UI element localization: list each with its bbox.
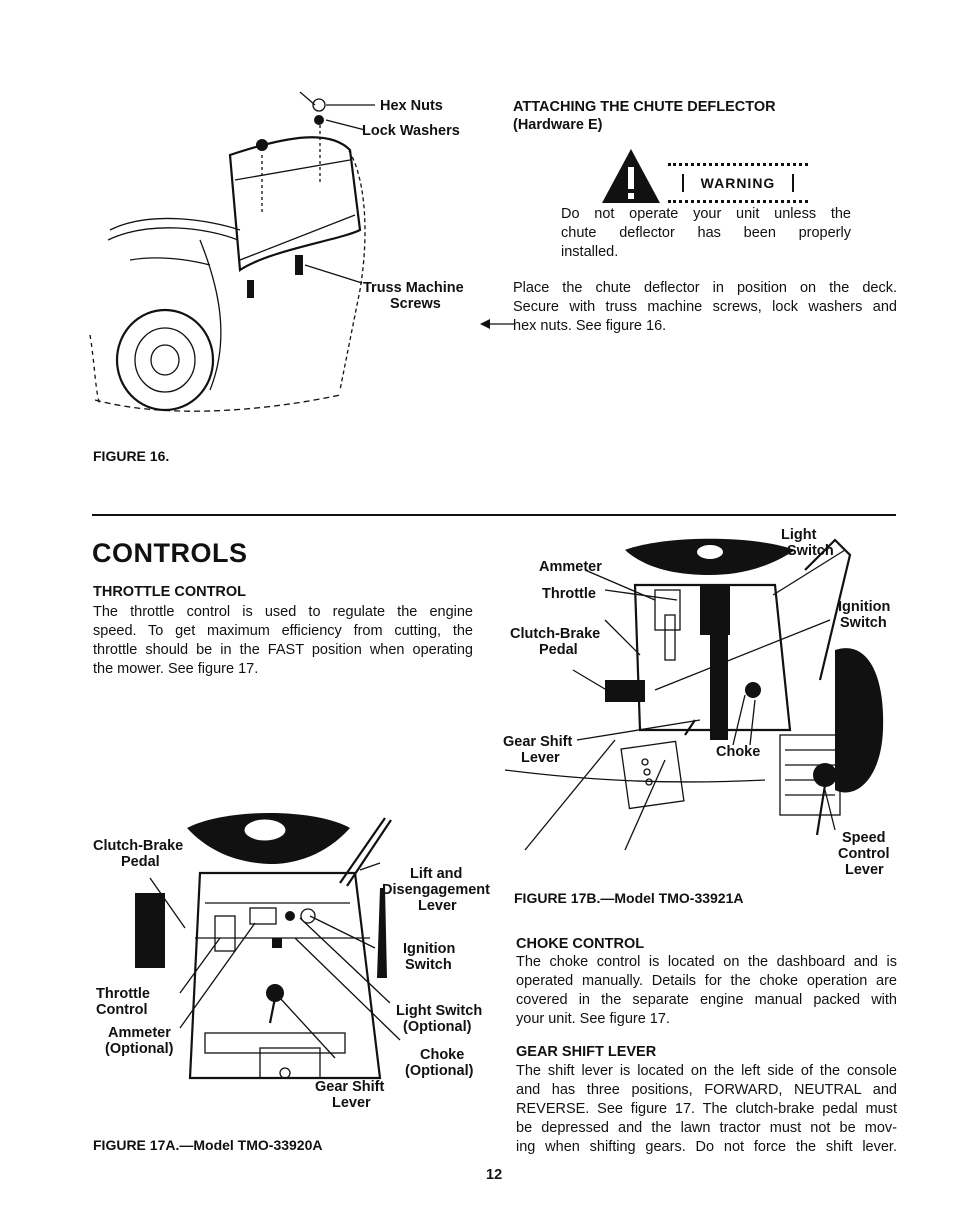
warning-line: chute deflector has been properly (561, 225, 851, 241)
page-number: 12 (486, 1167, 503, 1183)
label-lock-washers: Lock Washers (362, 123, 460, 139)
fig17a-label-lift: Lift and (410, 866, 463, 882)
choke-line: covered in the separate engine manual packed with (516, 992, 897, 1008)
fig17a-label-switch: Switch (405, 957, 452, 973)
fig17a-label-lever: Lever (418, 898, 457, 914)
gear-shift-line: be depressed and the lawn tractor must not be mov- (516, 1120, 897, 1136)
fig17b-label-ammeter: Ammeter (539, 559, 602, 575)
warning-label-text: WARNING (700, 175, 776, 191)
figure-17a-caption: FIGURE 17A.—Model TMO-33920A (93, 1137, 323, 1153)
choke-heading: CHOKE CONTROL (516, 936, 645, 952)
choke-text (516, 953, 897, 1029)
fig17a-label-light-switch: Light Switch (396, 1003, 483, 1019)
label-truss-machine: Truss Machine (363, 280, 464, 296)
label-hex-nuts: Hex Nuts (380, 98, 443, 114)
fig17b-label-ignition-switch: Switch (840, 615, 887, 631)
gear-shift-line: ing when shifting gears. Do not force the shift lever. (516, 1139, 897, 1155)
fig17b-label-ignition: Ignition (838, 599, 891, 615)
fig17b-label-speed-lever: Lever (845, 862, 884, 878)
fig17a-label-disengagement: Disengagement (382, 882, 490, 898)
figure-17b-illustration (505, 530, 895, 850)
warning-text (561, 205, 851, 262)
fig17a-label-choke-optional: (Optional) (405, 1063, 474, 1079)
fig17a-label-choke: Choke (420, 1047, 465, 1063)
fig17b-label-throttle: Throttle (542, 586, 596, 602)
fig17a-label-light-optional: (Optional) (403, 1019, 472, 1035)
warning-triangle-icon (600, 147, 662, 205)
fig17a-label-throttle: Throttle (96, 986, 150, 1002)
chute-body-line: Place the chute deflector in position on the deck. (513, 280, 897, 296)
fig17b-label-gear-shift: Gear Shift (503, 734, 573, 750)
chute-body-line: Secure with truss machine screws, lock washers and (513, 299, 897, 315)
fig17b-label-light: Light (781, 527, 817, 543)
fig17a-label-gear-lever: Lever (332, 1095, 371, 1111)
warning-label (668, 163, 808, 203)
chute-heading-line1: ATTACHING THE CHUTE DEFLECTOR (513, 99, 776, 115)
fig17a-label-ammeter-optional: (Optional) (105, 1041, 174, 1057)
gear-shift-line: REVERSE. See figure 17. The clutch-brake pedal must (516, 1101, 897, 1117)
fig17b-label-pedal: Pedal (539, 642, 578, 658)
gear-shift-text (516, 1062, 897, 1157)
choke-line: The choke control is located on the dashboard and is (516, 954, 897, 970)
choke-line: operated manually. Details for the choke operation are (516, 973, 897, 989)
warning-line: Do not operate your unit unless the (561, 206, 851, 222)
gear-shift-line: and has three positions, FORWARD, NEUTRAL and (516, 1082, 897, 1098)
fig17b-label-speed: Speed (842, 830, 886, 846)
fig17a-label-ammeter: Ammeter (108, 1025, 171, 1041)
fig17a-label-clutch-brake: Clutch-Brake (93, 838, 184, 854)
chute-body-text (513, 279, 897, 336)
throttle-line: speed. To get maximum efficiency from cutting, the (93, 623, 473, 639)
fig17a-label-ignition: Ignition (403, 941, 456, 957)
chute-heading-line2: (Hardware E) (513, 117, 603, 133)
figure-16-caption: FIGURE 16. (93, 448, 170, 464)
throttle-line: the mower. See figure 17. (93, 661, 259, 677)
section-divider (92, 514, 896, 516)
fig17b-label-clutch-brake: Clutch-Brake (510, 626, 601, 642)
fig17b-label-choke: Choke (716, 744, 761, 760)
throttle-line: throttle should be in the FAST position when operating (93, 642, 473, 658)
throttle-text (93, 603, 473, 679)
fig17b-label-gear-lever: Lever (521, 750, 560, 766)
fig17a-label-control: Control (96, 1002, 148, 1018)
throttle-heading: THROTTLE CONTROL (93, 584, 247, 600)
fig17a-label-pedal: Pedal (121, 854, 160, 870)
chute-body-line: hex nuts. See figure 16. (513, 318, 667, 334)
gear-shift-line: The shift lever is located on the left side of the console (516, 1063, 897, 1079)
controls-title: CONTROLS (92, 538, 248, 568)
throttle-line: The throttle control is used to regulate the engine (93, 604, 473, 620)
fig17a-label-gear-shift: Gear Shift (315, 1079, 385, 1095)
label-truss-screws: Screws (390, 296, 441, 312)
gear-shift-heading: GEAR SHIFT LEVER (516, 1044, 657, 1060)
choke-line: your unit. See figure 17. (516, 1011, 670, 1027)
warning-line: installed. (561, 244, 619, 260)
fig17b-label-light-switch: Switch (787, 543, 834, 559)
arrow-icon (480, 318, 514, 330)
fig17b-label-speed-control: Control (838, 846, 890, 862)
figure-17b-caption: FIGURE 17B.—Model TMO-33921A (514, 890, 744, 906)
